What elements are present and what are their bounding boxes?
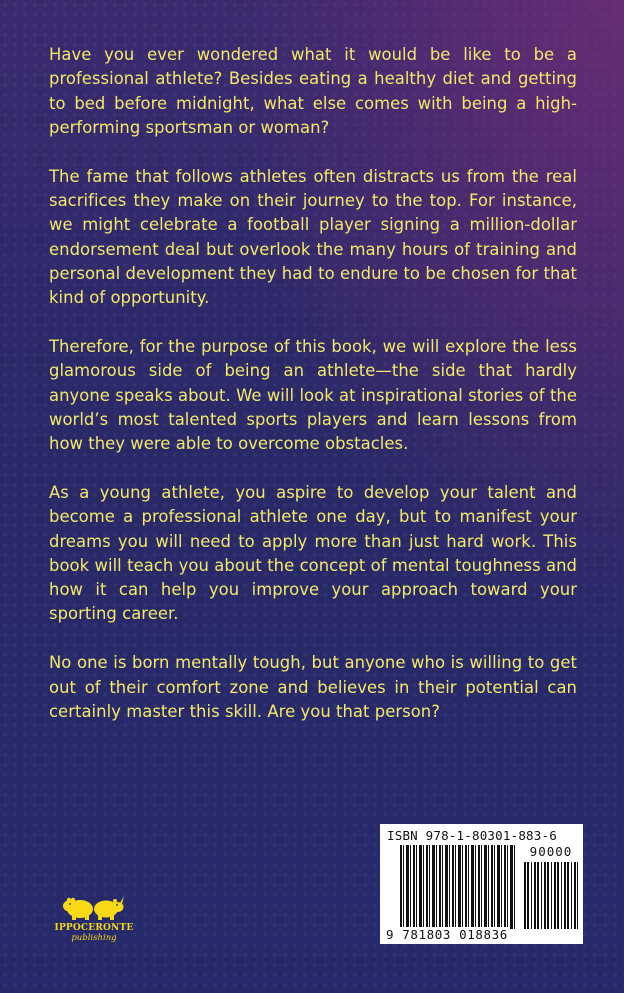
blurb-paragraph: No one is born mentally tough, but anyone who is willing to get out of their comfort zone and believes in their potential can certainly master this skill. Are you that person? — [49, 653, 577, 721]
blurb-paragraph: Therefore, for the purpose of this book, we will explore the less glamorous side of being an athlete—the side that hardly anyone speaks about. We will look at inspirational stories of the world’s most talented sports players and learn lessons from how they were able to overcome obstacles. — [49, 336, 577, 454]
publisher-logo — [54, 892, 134, 943]
isbn-text: ISBN 978-1-80301-883-6 — [387, 828, 557, 843]
barcode-bars — [400, 845, 517, 929]
hippo-rhino-logo-icon — [63, 892, 125, 922]
isbn-barcode — [380, 824, 583, 944]
barcode-addon-bars — [524, 862, 578, 929]
blurb-text — [49, 43, 577, 749]
blurb-paragraph: As a young athlete, you aspire to develop your talent and become a professional athlete one day, but to manifest your dreams you will need to apply more than just hard work. This book will teach you about the concept of mental toughness and how it can help you improve your approach toward your sporting career. — [49, 482, 577, 624]
ean-digits: 9 781803 018836 — [386, 927, 508, 942]
price-code: 90000 — [529, 844, 573, 859]
blurb-paragraph: Have you ever wondered what it would be like to be a professional athlete? Besides eating a healthy diet and getting to bed before midnight, what else comes with being a high-performing sportsman or woman? — [49, 45, 577, 137]
publisher-subtitle: publishing — [71, 933, 117, 943]
publisher-name: IPPOCERONTE — [54, 923, 134, 933]
blurb-paragraph: The fame that follows athletes often distracts us from the real sacrifices they make on their journey to the top. For instance, we might celebrate a football player signing a million-dollar endorsement deal but overlook the many hours of training and personal development they had to endure to be chosen for that kind of opportunity. — [49, 166, 577, 308]
